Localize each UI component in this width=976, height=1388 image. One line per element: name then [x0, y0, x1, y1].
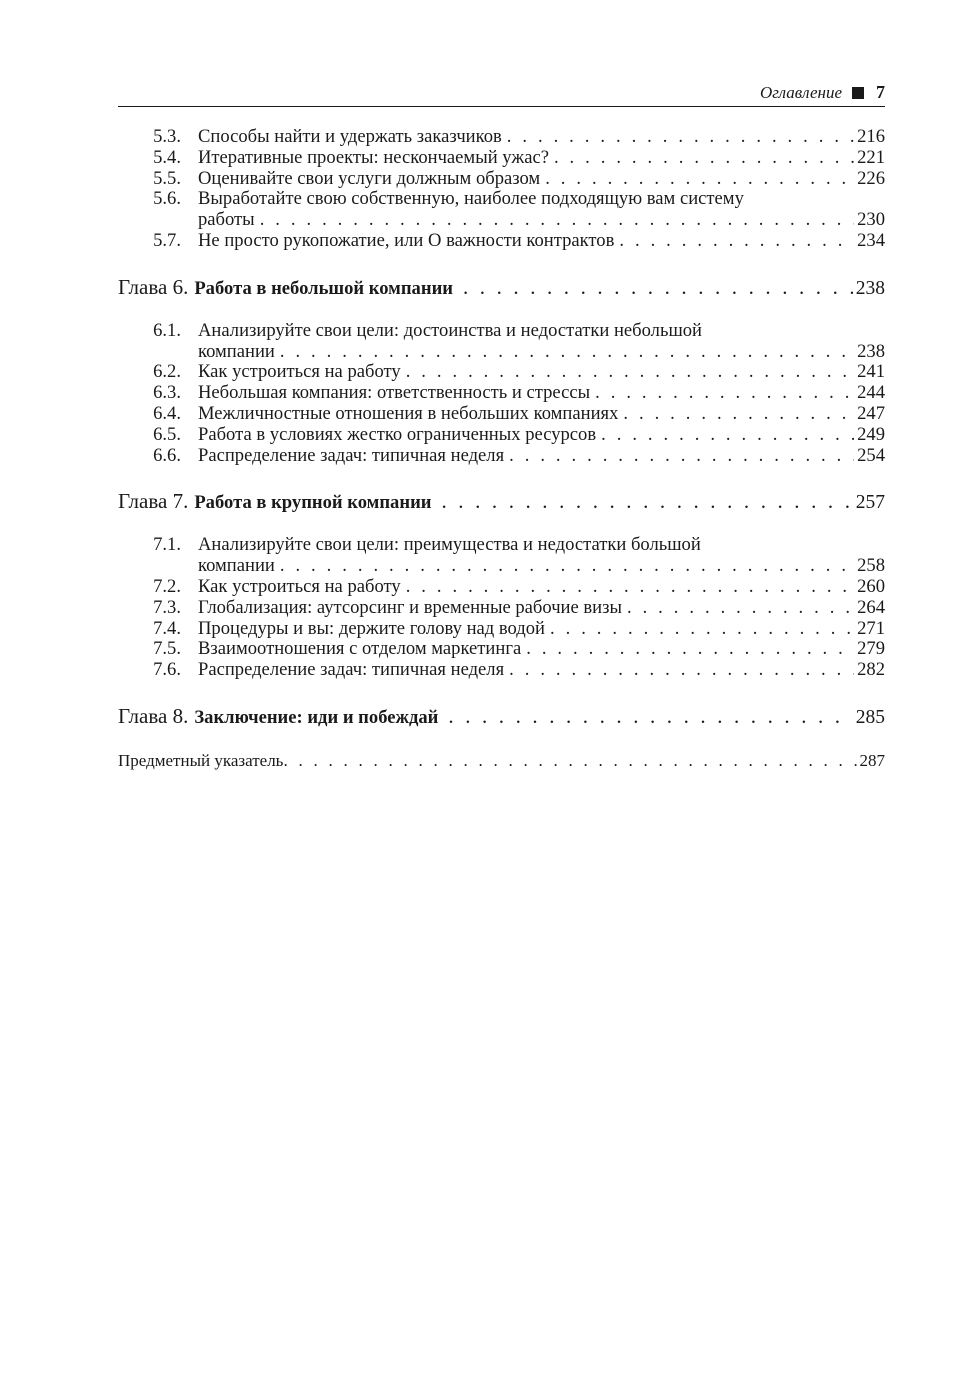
- dot-leader: [406, 362, 854, 383]
- section-number: 5.7.: [153, 229, 181, 251]
- toc-entry-6-1-line1[interactable]: [118, 321, 885, 342]
- section-number: 6.2.: [153, 361, 181, 383]
- section-title: Распределение задач: типичная неделя: [198, 444, 505, 466]
- section-title: Работа в условиях жестко ограниченных ресурсов: [198, 423, 597, 445]
- section-page: 244: [857, 382, 885, 404]
- toc-entry-7-6[interactable]: [118, 660, 885, 681]
- dot-leader: [507, 127, 854, 148]
- dot-leader: [280, 556, 854, 577]
- section-page: 282: [857, 659, 885, 681]
- section-title: Анализируйте свои цели: достоинства и недостатки небольшой: [198, 319, 703, 341]
- toc-entry-6-6[interactable]: [118, 446, 885, 467]
- section-title: Взаимоотношения с отделом маркетинга: [198, 638, 522, 660]
- section-number: 6.3.: [153, 382, 181, 404]
- toc-entry-6-2[interactable]: [118, 362, 885, 383]
- chapter-page: 238: [855, 277, 885, 299]
- dot-leader: [509, 446, 854, 467]
- toc-entry-5-6-line2[interactable]: [118, 210, 885, 231]
- section-title: Выработайте свою собственную, наиболее подходящую вам систему: [198, 188, 744, 210]
- section-page: 241: [857, 361, 885, 383]
- dot-leader: [509, 660, 854, 681]
- section-title-continued: компании: [198, 555, 275, 577]
- section-page: 216: [857, 126, 885, 147]
- dot-leader: [595, 383, 854, 404]
- dot-leader: [442, 489, 853, 513]
- chapter-number: Глава 6.: [118, 274, 189, 299]
- table-of-contents: [118, 127, 885, 772]
- running-head-title: Оглавление: [759, 83, 842, 102]
- section-title: Глобализация: аутсорсинг и временные рабочие визы: [198, 596, 622, 618]
- section-title: Как устроиться на работу: [198, 361, 401, 383]
- section-page: 260: [857, 575, 885, 597]
- running-head: [118, 82, 885, 103]
- header-rule: [118, 106, 885, 107]
- section-title: Как устроиться на работу: [198, 575, 401, 597]
- toc-chapter-8[interactable]: [118, 704, 885, 730]
- section-page: 238: [857, 340, 885, 362]
- dot-leader: [448, 704, 852, 728]
- dot-leader: [260, 210, 854, 231]
- toc-entry-5-7[interactable]: [118, 231, 885, 252]
- toc-entry-7-1-line1[interactable]: [118, 535, 885, 556]
- section-title: Анализируйте свои цели: преимущества и недостатки большой: [198, 534, 701, 556]
- toc-entry-5-5[interactable]: [118, 169, 885, 190]
- section-title: Распределение задач: типичная неделя: [198, 659, 505, 681]
- section-title: Итеративные проекты: нескончаемый ужас?: [198, 146, 549, 168]
- chapter-number: Глава 8.: [118, 703, 189, 728]
- section-page: 271: [857, 617, 885, 639]
- toc-entry-6-4[interactable]: [118, 404, 885, 425]
- dot-leader: [623, 404, 854, 425]
- index-page: 287: [859, 750, 885, 770]
- chapter-page: 257: [855, 492, 885, 514]
- section-page: 254: [857, 444, 885, 466]
- section-number: 6.1.: [153, 319, 181, 341]
- section-number: 6.4.: [153, 402, 181, 424]
- dot-leader: [619, 231, 854, 252]
- section-number: 5.5.: [153, 167, 181, 189]
- section-number: 6.5.: [153, 423, 181, 445]
- toc-chapter-6[interactable]: [118, 275, 885, 301]
- section-page: 247: [857, 402, 885, 424]
- section-number: 5.3.: [153, 126, 181, 147]
- dot-leader: [627, 598, 854, 619]
- toc-index-entry[interactable]: [118, 750, 885, 772]
- toc-entry-5-3[interactable]: [118, 127, 885, 148]
- dot-leader: [280, 342, 854, 363]
- section-title: Межличностные отношения в небольших компаниях: [198, 402, 619, 424]
- section-title: Способы найти и удержать заказчиков: [198, 126, 502, 147]
- toc-entry-6-5[interactable]: [118, 425, 885, 446]
- section-page: 264: [857, 596, 885, 618]
- section-title-continued: работы: [198, 209, 255, 231]
- toc-entry-7-1-line2[interactable]: [118, 556, 885, 577]
- section-page: 249: [857, 423, 885, 445]
- section-page: 230: [857, 209, 885, 231]
- section-title-continued: компании: [198, 340, 275, 362]
- toc-entry-7-3[interactable]: [118, 598, 885, 619]
- toc-chapter-7[interactable]: [118, 489, 885, 515]
- dot-leader: [554, 148, 854, 169]
- chapter-title: Заключение: иди и побеждай: [194, 706, 439, 728]
- chapter-number: Глава 7.: [118, 489, 189, 514]
- square-bullet-icon: [852, 87, 864, 99]
- section-page: 234: [857, 229, 885, 251]
- toc-entry-6-1-line2[interactable]: [118, 342, 885, 363]
- toc-entry-7-4[interactable]: [118, 619, 885, 640]
- toc-entry-7-5[interactable]: [118, 639, 885, 660]
- chapter-page: 285: [855, 706, 885, 728]
- toc-entry-6-3[interactable]: [118, 383, 885, 404]
- dot-leader: [406, 577, 854, 598]
- section-title: Небольшая компания: ответственность и стрессы: [198, 382, 591, 404]
- dot-leader: [463, 275, 853, 299]
- section-page: 279: [857, 638, 885, 660]
- section-number: 7.1.: [153, 534, 181, 556]
- section-page: 221: [857, 146, 885, 168]
- section-page: 226: [857, 167, 885, 189]
- toc-entry-7-2[interactable]: [118, 577, 885, 598]
- index-title: Предметный указатель: [118, 750, 284, 770]
- dot-leader: [550, 619, 854, 640]
- chapter-title: Работа в крупной компании: [194, 492, 432, 514]
- section-number: 7.3.: [153, 596, 181, 618]
- section-title: Оценивайте свои услуги должным образом: [198, 167, 541, 189]
- section-number: 7.4.: [153, 617, 181, 639]
- section-number: 7.2.: [153, 575, 181, 597]
- section-number: 6.6.: [153, 444, 181, 466]
- section-title: Процедуры и вы: держите голову над водой: [198, 617, 546, 639]
- running-head-page-number: 7: [876, 82, 885, 102]
- chapter-title: Работа в небольшой компании: [194, 277, 453, 299]
- section-number: 5.6.: [153, 188, 181, 210]
- section-page: 258: [857, 555, 885, 577]
- toc-entry-5-4[interactable]: [118, 148, 885, 169]
- dot-leader: [601, 425, 854, 446]
- dot-leader: [526, 639, 854, 660]
- section-number: 5.4.: [153, 146, 181, 168]
- toc-entry-5-6-line1[interactable]: [118, 189, 885, 210]
- dot-leader: [545, 169, 854, 190]
- section-title: Не просто рукопожатие, или О важности контрактов: [198, 229, 615, 251]
- section-number: 7.5.: [153, 638, 181, 660]
- dot-leader: [283, 750, 856, 772]
- section-number: 7.6.: [153, 659, 181, 681]
